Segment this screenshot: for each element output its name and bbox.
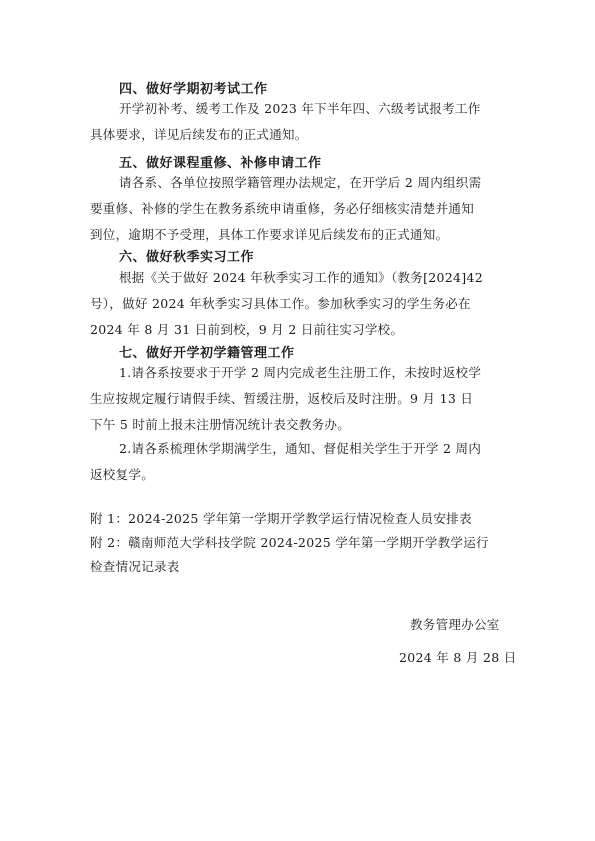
section-5-line-2: 要重修、补修的学生在教务系统申请重修，务必仔细核实清楚并通知 — [90, 201, 475, 216]
section-7-item-2-line-2: 返校复学。 — [90, 467, 155, 482]
signature-date: 2024 年 8 月 28 日 — [399, 650, 517, 665]
attachment-1: 附 1：2024-2025 学年第一学期开学教学运行情况检查人员安排表 — [90, 511, 472, 526]
section-6-line-1: 根据《关于做好 2024 年秋季实习工作的通知》（教务[2024]42 — [119, 270, 483, 285]
section-7-item-2 — [90, 436, 481, 488]
section-7-item-2-line-1: 2.请各系梳理休学期满学生，通知、督促相关学生于开学 2 周内 — [119, 441, 482, 456]
section-7-item-1 — [90, 360, 481, 438]
attachment-2-line-2: 检查情况记录表 — [90, 559, 180, 574]
section-5-body — [90, 170, 481, 248]
section-4-line-2: 具体要求，详见后续发布的正式通知。 — [90, 127, 308, 142]
section-4-line-1: 开学初补考、缓考工作及 2023 年下半年四、六级考试报考工作 — [119, 101, 481, 116]
section-4-body — [90, 96, 481, 148]
attachment-2-line-1: 附 2：赣南师范大学科技学院 2024-2025 学年第一学期开学教学运行 — [90, 535, 489, 550]
section-7-item-1-line-1: 1.请各系按要求于开学 2 周内完成老生注册工作，未按时返校学 — [119, 365, 482, 380]
section-5-heading: 五、做好课程重修、补修申请工作 — [119, 156, 322, 171]
section-5-line-1: 请各系、各单位按照学籍管理办法规定，在开学后 2 周内组织需 — [119, 175, 482, 190]
section-6-heading: 六、做好秋季实习工作 — [119, 250, 255, 265]
section-6-line-2: 号），做好 2024 年秋季实习具体工作。参加秋季实习的学生务必在 — [90, 296, 471, 311]
signature-office: 教务管理办公室 — [410, 617, 500, 632]
section-7-item-1-line-2: 生应按规定履行请假手续、暂缓注册，返校后及时注册。9 月 13 日 — [90, 391, 474, 406]
section-4-heading: 四、做好学期初考试工作 — [119, 82, 268, 97]
section-6-body — [90, 265, 483, 343]
section-5-line-3: 到位，逾期不予受理，具体工作要求详见后续发布的正式通知。 — [90, 227, 449, 242]
section-7-item-1-line-3: 下午 5 时前上报未注册情况统计表交教务办。 — [90, 417, 351, 432]
attachments — [90, 507, 489, 579]
section-6-line-3: 2024 年 8 月 31 日前到校，9 月 2 日前往实习学校。 — [90, 322, 404, 337]
section-7-heading: 七、做好开学初学籍管理工作 — [119, 346, 295, 361]
